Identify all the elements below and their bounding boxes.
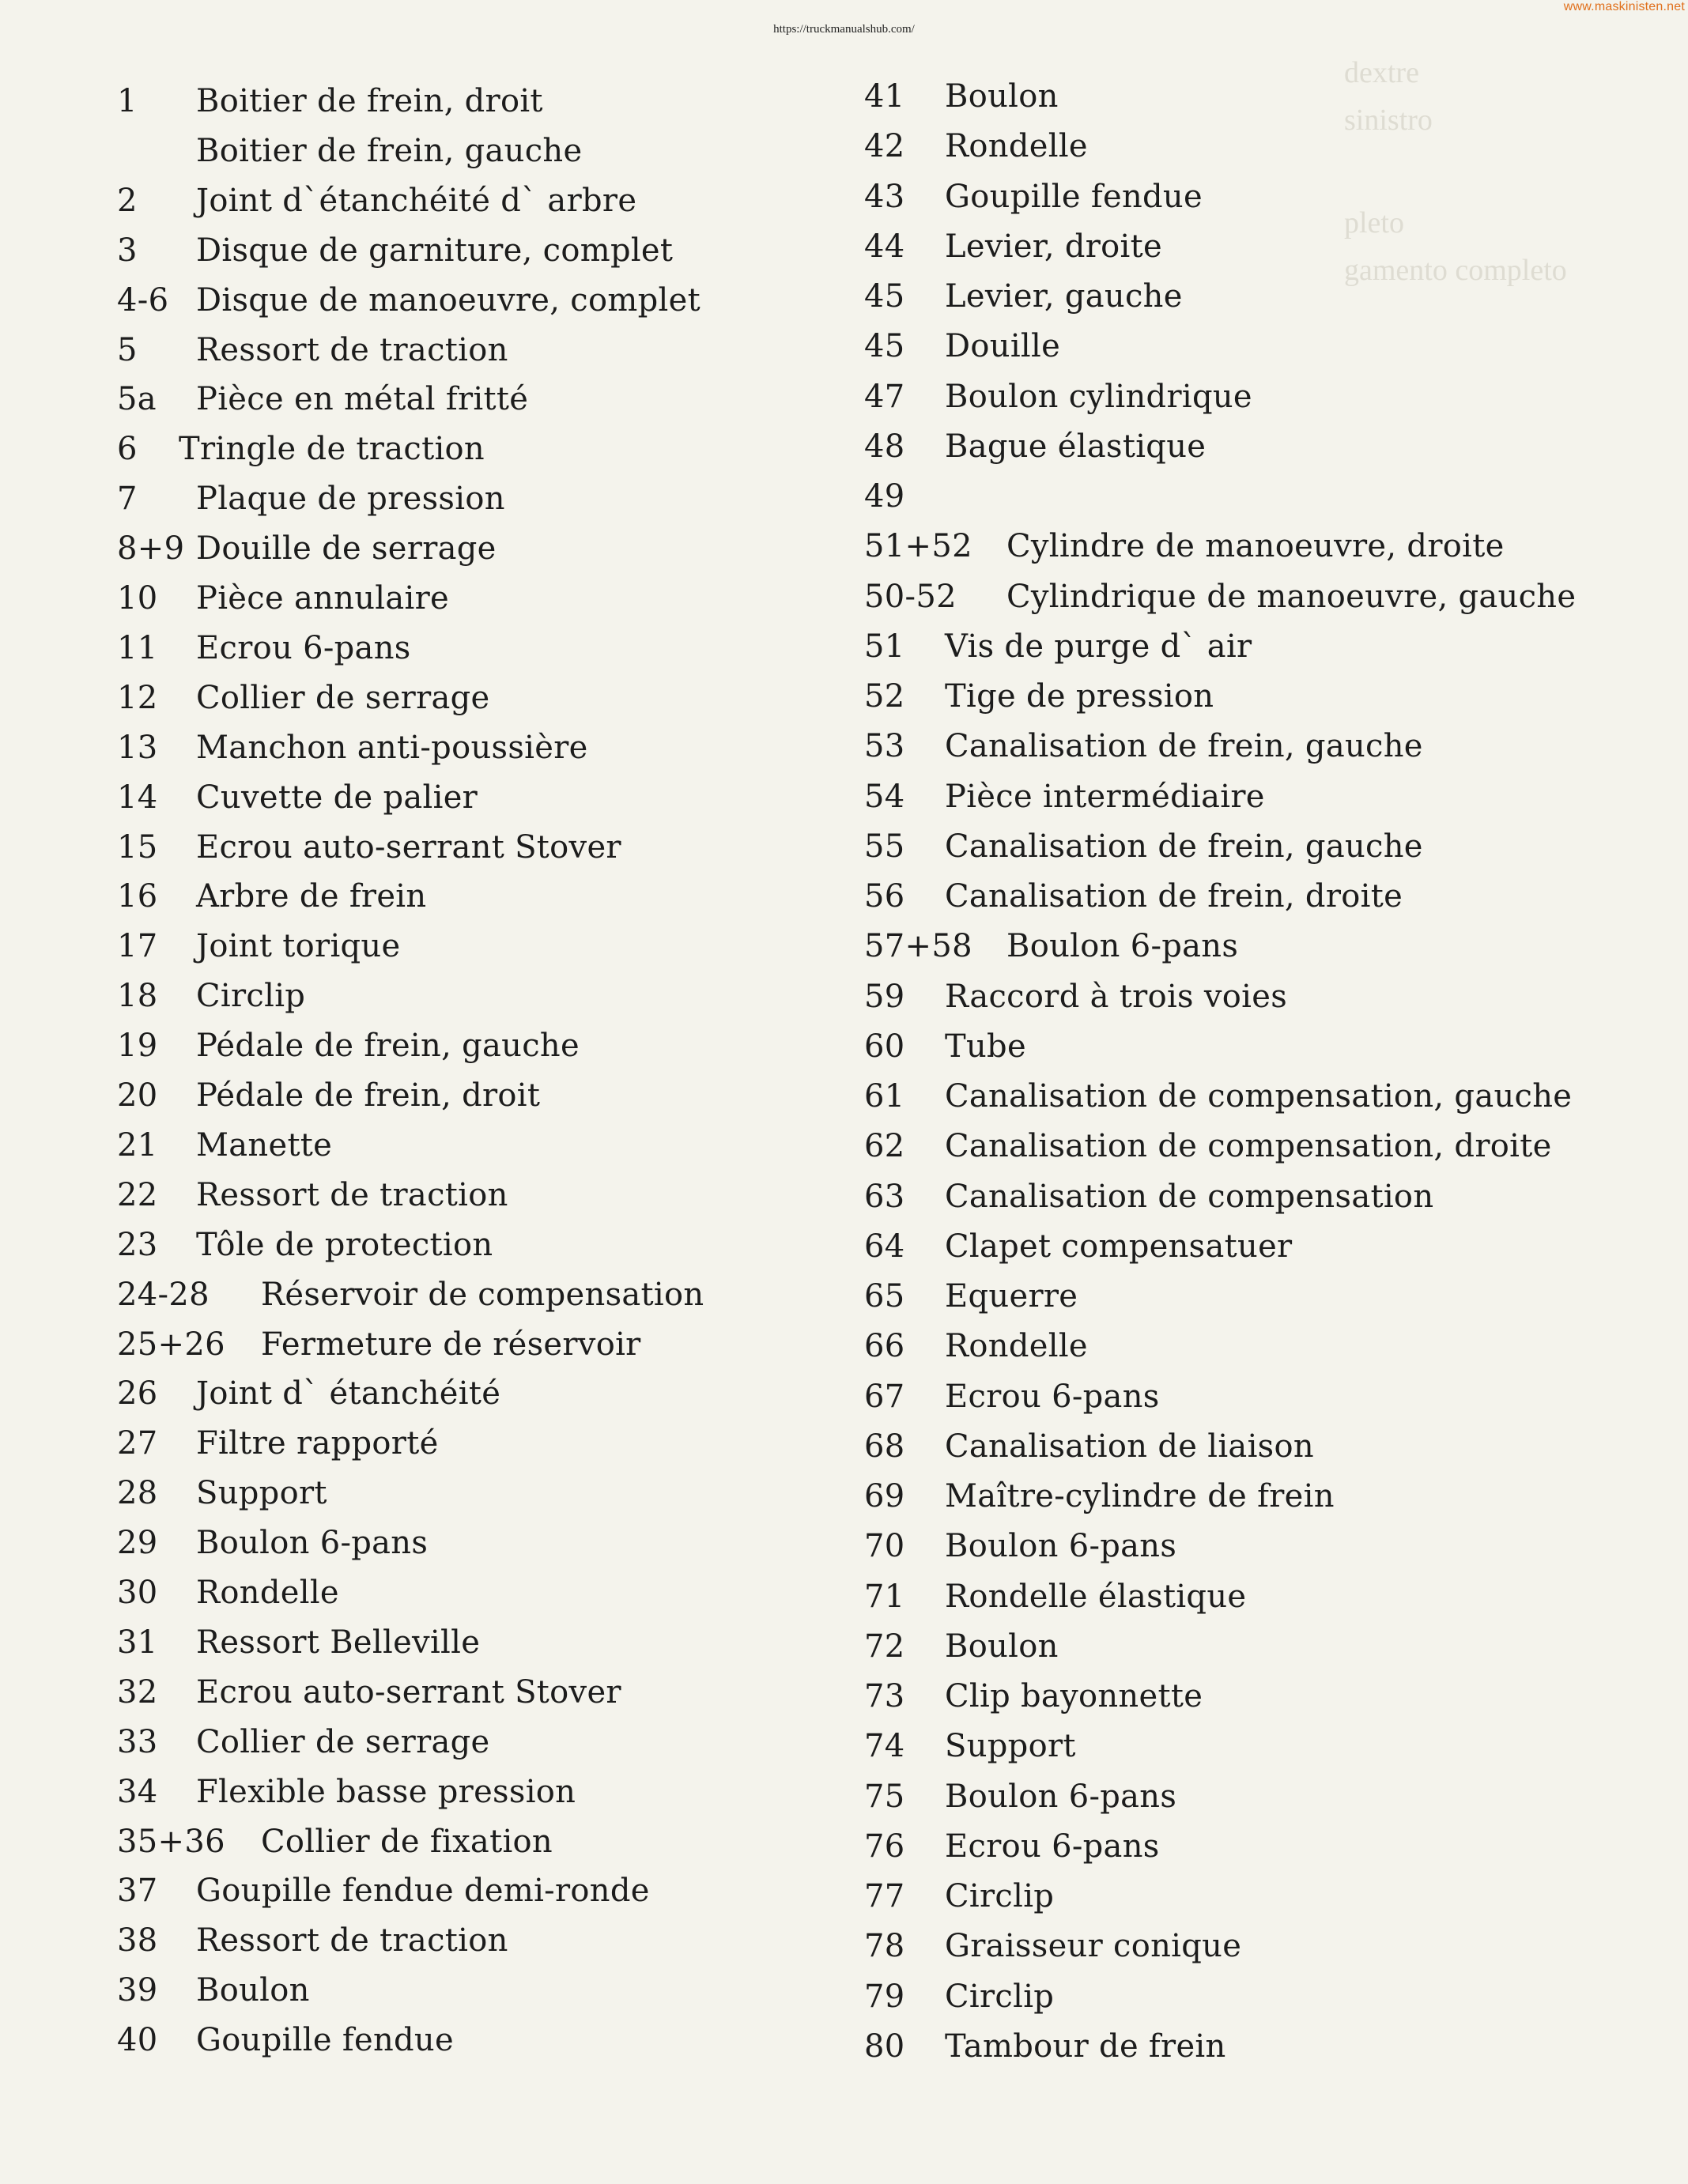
part-number: 5: [117, 331, 138, 368]
part-description: Joint d`étanchéité d` arbre: [196, 182, 637, 219]
part-description: Goupille fendue: [945, 178, 1203, 215]
part-description: Boulon: [945, 1628, 1059, 1665]
part-number: 51+52: [864, 528, 972, 565]
part-description: Ecrou auto-serrant Stover: [196, 828, 621, 866]
parts-list-item: [117, 1720, 490, 1764]
part-number: 23: [117, 1226, 158, 1263]
part-description: Support: [196, 1475, 327, 1512]
parts-list-item: [117, 1918, 508, 1963]
part-number: 21: [117, 1126, 158, 1164]
part-description: Circlip: [945, 1878, 1055, 1914]
parts-list-item: [864, 624, 1252, 669]
part-description: Boulon 6-pans: [1006, 928, 1239, 965]
part-description: Boitier de frein, gauche: [196, 132, 583, 169]
part-number: 10: [117, 580, 158, 617]
part-number: 25+26: [117, 1326, 225, 1363]
part-number: 17: [117, 928, 158, 965]
part-number: 60: [864, 1028, 905, 1065]
part-description: Collier de fixation: [261, 1823, 553, 1860]
parts-list-item: [117, 1273, 704, 1317]
part-description: Douille: [945, 328, 1061, 365]
part-number: 12: [117, 679, 158, 716]
part-number: 61: [864, 1078, 905, 1115]
part-number: 32: [117, 1673, 158, 1711]
part-description: Canalisation de compensation, droite: [945, 1128, 1552, 1165]
part-description: Boulon 6-pans: [945, 1528, 1177, 1565]
parts-list-item: [117, 1620, 481, 1665]
parts-list-item: [117, 676, 490, 720]
part-number: 51: [864, 628, 905, 665]
parts-list-item: [117, 576, 450, 620]
part-description: Rondelle: [945, 1328, 1088, 1365]
part-description: Boulon: [945, 78, 1059, 115]
parts-list-item: [864, 1724, 1076, 1768]
part-number: 22: [117, 1176, 158, 1213]
part-description: Tôle de protection: [196, 1226, 493, 1263]
part-number: 80: [864, 2027, 905, 2065]
part-number: 35+36: [117, 1823, 225, 1860]
parts-list-item: [117, 1123, 333, 1167]
part-number: 68: [864, 1428, 905, 1465]
part-description: Circlip: [196, 978, 306, 1015]
part-number: 8+9: [117, 530, 185, 568]
part-number: 4-6: [117, 281, 169, 319]
part-number: 7: [117, 481, 138, 518]
parts-list-item: [117, 825, 621, 869]
part-number: 24-28: [117, 1276, 210, 1313]
show-through-text: gamento completo: [1344, 254, 1567, 287]
part-number: 3: [117, 232, 138, 269]
part-description: Clip bayonnette: [945, 1678, 1203, 1714]
part-number: 43: [864, 178, 905, 215]
parts-list-item: [117, 278, 701, 323]
part-number: 52: [864, 678, 905, 715]
part-description: Clapet compensatuer: [945, 1228, 1293, 1265]
part-description: Goupille fendue: [196, 2022, 454, 2059]
part-number: 48: [864, 428, 905, 465]
parts-list-item: [864, 1975, 1055, 2019]
parts-list-item: [117, 1024, 580, 1068]
part-description: Goupille fendue demi-ronde: [196, 1873, 650, 1910]
parts-list-item: [117, 328, 508, 372]
part-number: 2: [117, 182, 138, 219]
parts-list-item: [864, 775, 1265, 819]
show-through-text: pleto: [1344, 206, 1404, 240]
part-description: Disque de garniture, complet: [196, 232, 674, 269]
part-description: Tube: [945, 1028, 1026, 1065]
header-url: https://truckmanualshub.com/: [773, 23, 915, 36]
part-number: 64: [864, 1228, 905, 1265]
part-description: Tige de pression: [945, 678, 1214, 715]
part-description: Joint d` étanchéité: [196, 1375, 501, 1413]
part-number: 65: [864, 1278, 905, 1315]
parts-list-item: [117, 1073, 541, 1118]
parts-list-item: [117, 874, 427, 918]
part-description: Graisseur conique: [945, 1928, 1242, 1965]
part-number: 11: [117, 629, 158, 666]
part-description: Pédale de frein, gauche: [196, 1028, 580, 1065]
parts-list-item: [864, 424, 1207, 469]
show-through-text: dextre: [1344, 56, 1419, 89]
parts-list-item: [864, 1224, 1293, 1269]
parts-list-item: [864, 324, 1061, 368]
part-number: 6: [117, 431, 138, 468]
part-number: 44: [864, 228, 905, 265]
part-number: 57+58: [864, 928, 972, 965]
part-number: 26: [117, 1375, 158, 1413]
part-description: Joint torique: [196, 928, 401, 965]
part-number: 15: [117, 828, 158, 866]
part-number: 14: [117, 779, 158, 816]
part-description: Equerre: [945, 1278, 1078, 1315]
part-number: 18: [117, 978, 158, 1015]
parts-list-item: [864, 1424, 1314, 1469]
parts-list-item: [864, 1024, 1026, 1069]
parts-list-item: [864, 1874, 1055, 1918]
part-description: Canalisation de liaison: [945, 1428, 1314, 1465]
parts-list-item: [864, 1375, 1160, 1419]
parts-list-item: [117, 1571, 339, 1615]
part-description: Pédale de frein, droit: [196, 1077, 541, 1114]
parts-list-item: [864, 924, 1239, 968]
part-description: Rondelle élastique: [945, 1578, 1247, 1615]
parts-list-item: [117, 1173, 508, 1217]
parts-list-item: [864, 724, 1423, 768]
part-number: 74: [864, 1728, 905, 1765]
part-description: Ressort de traction: [196, 1922, 508, 1960]
parts-list-item: [864, 1074, 1573, 1118]
parts-list-item: [117, 79, 543, 123]
parts-list-item: [864, 1775, 1177, 1819]
part-description: Boulon 6-pans: [196, 1525, 429, 1562]
parts-list-item: [864, 2024, 1226, 2069]
part-number: 13: [117, 729, 158, 766]
part-description: Collier de serrage: [196, 679, 490, 716]
parts-list-item: [117, 1322, 641, 1367]
part-number: 42: [864, 128, 905, 165]
parts-list-item: [864, 1575, 1247, 1619]
parts-list-item: [864, 1524, 1177, 1568]
parts-list-item: [117, 775, 478, 820]
parts-list-item: [117, 1670, 621, 1714]
parts-list-item: [864, 1474, 1335, 1518]
part-number: 70: [864, 1528, 905, 1565]
parts-list-item: [117, 1770, 576, 1814]
part-number: 1: [117, 83, 138, 119]
part-description: Réservoir de compensation: [261, 1276, 704, 1313]
part-description: Arbre de frein: [196, 878, 427, 915]
part-description: Flexible basse pression: [196, 1773, 576, 1810]
part-description: Pièce intermédiaire: [945, 778, 1265, 815]
parts-list-item: [864, 874, 1403, 918]
parts-list-item: [864, 1674, 1203, 1718]
part-number: 49: [864, 478, 905, 515]
part-number: 76: [864, 1828, 905, 1865]
parts-list-item: [864, 274, 1183, 319]
part-description: Canalisation de compensation: [945, 1178, 1434, 1215]
part-description: Bague élastique: [945, 428, 1207, 465]
parts-list-item: [864, 824, 1423, 869]
part-description: Ressort de traction: [196, 331, 508, 368]
part-number: 34: [117, 1773, 158, 1810]
part-description: Support: [945, 1728, 1076, 1765]
parts-list-item: [864, 1274, 1078, 1318]
parts-list-item: [864, 975, 1288, 1019]
part-description: Manchon anti-poussière: [196, 729, 588, 766]
part-description: Levier, droite: [945, 228, 1163, 265]
part-number: 63: [864, 1178, 905, 1215]
part-number: 73: [864, 1678, 905, 1714]
parts-list-item: [117, 1869, 650, 1913]
parts-list-item: [864, 474, 905, 519]
part-description: Rondelle: [945, 128, 1088, 165]
parts-list-item: [117, 1223, 493, 1267]
part-description: Douille de serrage: [196, 530, 497, 568]
part-number: 56: [864, 878, 905, 915]
part-number: 27: [117, 1425, 158, 1462]
part-description: Raccord à trois voies: [945, 978, 1288, 1015]
part-description: Plaque de pression: [196, 481, 505, 518]
part-description: Boulon 6-pans: [945, 1778, 1177, 1815]
watermark-link[interactable]: www.maskinisten.net: [1563, 0, 1685, 13]
parts-list-item: [117, 179, 637, 223]
part-number: 20: [117, 1077, 158, 1114]
parts-list-item: [117, 726, 588, 770]
parts-list-item: [117, 2018, 454, 2062]
part-number: 78: [864, 1928, 905, 1965]
part-description: Pièce en métal fritté: [196, 381, 529, 418]
part-number: 16: [117, 878, 158, 915]
part-number: 40: [117, 2022, 158, 2059]
show-through-text: sinistro: [1344, 104, 1433, 137]
parts-list-item: [864, 124, 1088, 168]
part-description: Canalisation de frein, droite: [945, 878, 1403, 915]
part-number: 45: [864, 328, 905, 365]
part-description: Boulon: [196, 1972, 310, 2009]
part-number: 79: [864, 1978, 905, 2015]
parts-list-item: [864, 1175, 1434, 1219]
parts-list-item: [864, 524, 1505, 568]
part-description: Vis de purge d` air: [945, 628, 1252, 665]
part-number: 28: [117, 1475, 158, 1512]
part-number: 54: [864, 778, 905, 815]
part-number: 67: [864, 1378, 905, 1415]
parts-list-item: [117, 477, 505, 521]
parts-list-item: [117, 1471, 327, 1515]
parts-list-item: [117, 1968, 310, 2012]
parts-list-item: [864, 1624, 1059, 1669]
part-description: Tringle de traction: [179, 431, 485, 468]
parts-list-item: [864, 375, 1252, 419]
part-number: 45: [864, 278, 905, 315]
part-description: Cylindrique de manoeuvre, gauche: [1006, 578, 1577, 615]
parts-list-item: [117, 1421, 439, 1465]
part-description: Filtre rapporté: [196, 1425, 439, 1462]
part-number: 72: [864, 1628, 905, 1665]
part-description: Collier de serrage: [196, 1723, 490, 1760]
part-description: Canalisation de compensation, gauche: [945, 1078, 1573, 1115]
part-description: Canalisation de frein, gauche: [945, 728, 1423, 765]
part-number: 53: [864, 728, 905, 765]
parts-list-item: [117, 924, 401, 968]
part-description: Tambour de frein: [945, 2027, 1226, 2065]
part-number: 75: [864, 1778, 905, 1815]
part-number: 41: [864, 78, 905, 115]
part-description: Ecrou 6-pans: [945, 1828, 1160, 1865]
part-description: Pièce annulaire: [196, 580, 450, 617]
parts-list-item: [864, 224, 1163, 269]
part-number: 62: [864, 1128, 905, 1165]
part-number: 50-52: [864, 578, 957, 615]
part-description: Levier, gauche: [945, 278, 1183, 315]
parts-list-item: [864, 1324, 1088, 1368]
parts-list-item: [864, 1824, 1160, 1869]
part-description: Cuvette de palier: [196, 779, 478, 816]
part-description: Ressort de traction: [196, 1176, 508, 1213]
parts-list-item: [864, 575, 1577, 619]
parts-list-item: [117, 626, 411, 670]
part-description: Manette: [196, 1126, 333, 1164]
part-description: Ecrou 6-pans: [945, 1378, 1160, 1415]
part-number: 71: [864, 1578, 905, 1615]
part-number: 31: [117, 1624, 158, 1661]
part-number: 29: [117, 1525, 158, 1562]
part-number: 55: [864, 828, 905, 865]
part-number: 37: [117, 1873, 158, 1910]
part-description: Canalisation de frein, gauche: [945, 828, 1423, 865]
parts-list-item: [117, 974, 306, 1018]
part-number: 38: [117, 1922, 158, 1960]
part-description: Ressort Belleville: [196, 1624, 481, 1661]
part-number: 47: [864, 378, 905, 415]
parts-list-item: [864, 1924, 1242, 1968]
part-number: 69: [864, 1478, 905, 1514]
part-number: 19: [117, 1028, 158, 1065]
part-description: Cylindre de manoeuvre, droite: [1006, 528, 1505, 565]
part-description: Fermeture de réservoir: [261, 1326, 641, 1363]
parts-list-item: [117, 526, 497, 571]
part-description: Rondelle: [196, 1575, 339, 1611]
part-number: 5a: [117, 381, 157, 418]
parts-list-item: [117, 1820, 553, 1864]
parts-list-item: [117, 228, 674, 273]
part-description: Boitier de frein, droit: [196, 83, 543, 119]
part-number: 66: [864, 1328, 905, 1365]
parts-list-item: [117, 1371, 501, 1416]
parts-list-item: [864, 1124, 1552, 1168]
part-description: Circlip: [945, 1978, 1055, 2015]
part-description: Ecrou 6-pans: [196, 629, 411, 666]
parts-list-item: [864, 674, 1214, 719]
parts-list-item: [117, 427, 485, 471]
parts-list-item: [117, 1521, 429, 1565]
part-number: 77: [864, 1878, 905, 1914]
part-description: Boulon cylindrique: [945, 378, 1252, 415]
part-number: 39: [117, 1972, 158, 2009]
parts-list-item: [117, 377, 529, 421]
part-number: 33: [117, 1723, 158, 1760]
part-number: 59: [864, 978, 905, 1015]
part-description: Maître-cylindre de frein: [945, 1478, 1335, 1514]
parts-list-item: [864, 74, 1059, 119]
part-description: Ecrou auto-serrant Stover: [196, 1673, 621, 1711]
part-number: 30: [117, 1575, 158, 1611]
part-description: Disque de manoeuvre, complet: [196, 281, 701, 319]
parts-list-item: [864, 175, 1203, 219]
